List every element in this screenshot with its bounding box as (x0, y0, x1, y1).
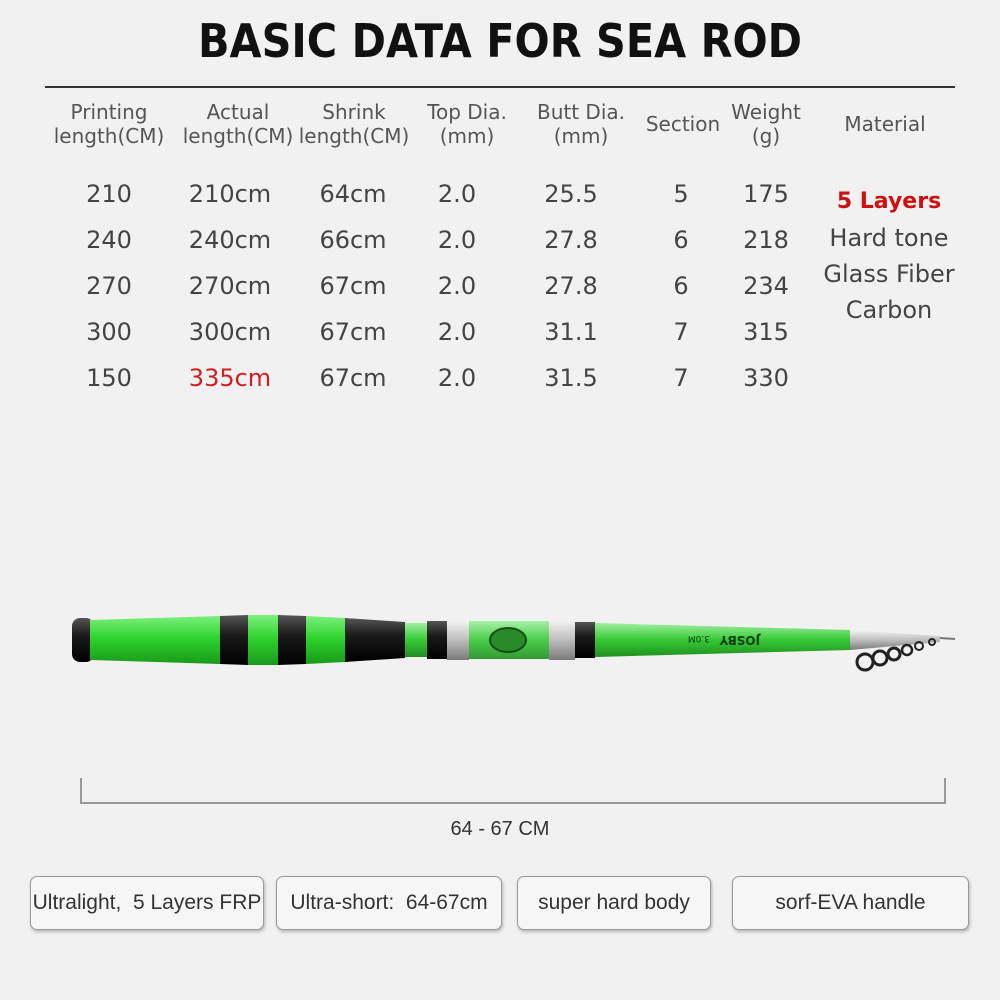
header-butt-dia: Butt Dia. (mm) (536, 100, 626, 148)
cell-weight: 175 (743, 180, 789, 208)
cell-top-dia: 2.0 (437, 318, 477, 346)
cell-shrink-length: 64cm (319, 180, 387, 208)
material-line: Carbon (845, 296, 933, 324)
cell-printing-length: 210 (86, 180, 132, 208)
cell-weight: 234 (743, 272, 789, 300)
cell-top-dia: 2.0 (437, 364, 477, 392)
cell-printing-length: 270 (86, 272, 132, 300)
cell-shrink-length: 67cm (319, 364, 387, 392)
header-material: Material (844, 112, 926, 136)
cell-butt-dia: 31.1 (544, 318, 598, 346)
cell-printing-length: 240 (86, 226, 132, 254)
cell-printing-length: 300 (86, 318, 132, 346)
cell-butt-dia: 27.8 (544, 226, 598, 254)
cell-section: 7 (673, 318, 689, 346)
cell-actual-length: 240cm (188, 226, 272, 254)
cell-actual-length: 210cm (188, 180, 272, 208)
feature-ultralight: Ultralight, 5 Layers FRP (30, 876, 264, 930)
cell-actual-length-highlight: 335cm (188, 364, 272, 392)
rod-size-label: 3.0M (687, 633, 710, 643)
cell-section: 6 (673, 272, 689, 300)
title-divider (45, 86, 955, 88)
feature-eva-handle: sorf-EVA handle (732, 876, 969, 930)
cell-section: 7 (673, 364, 689, 392)
cell-top-dia: 2.0 (437, 226, 477, 254)
cell-butt-dia: 27.8 (544, 272, 598, 300)
material-line: Hard tone (829, 224, 949, 252)
cell-top-dia: 2.0 (437, 272, 477, 300)
rod-brand-label: JOSBY (719, 633, 760, 647)
header-top-dia: Top Dia. (mm) (427, 100, 507, 148)
cell-top-dia: 2.0 (437, 180, 477, 208)
cell-shrink-length: 67cm (319, 272, 387, 300)
cell-shrink-length: 67cm (319, 318, 387, 346)
material-layers: 5 Layers (836, 189, 942, 214)
cell-section: 6 (673, 226, 689, 254)
header-shrink-length: Shrink length(CM) (298, 100, 410, 148)
cell-actual-length: 300cm (188, 318, 272, 346)
cell-weight: 218 (743, 226, 789, 254)
cell-actual-length: 270cm (188, 272, 272, 300)
cell-butt-dia: 31.5 (544, 364, 598, 392)
rod-illustration (60, 590, 960, 700)
cell-section: 5 (673, 180, 689, 208)
dimension-label: 64 - 67 CM (450, 818, 550, 840)
feature-ultra-short: Ultra-short: 64-67cm (276, 876, 502, 930)
header-weight: Weight (g) (731, 100, 801, 148)
dimension-bracket (80, 778, 946, 804)
cell-weight: 330 (743, 364, 789, 392)
page-title: BASIC DATA FOR SEA ROD (197, 14, 803, 68)
header-actual-length: Actual length(CM) (182, 100, 294, 148)
cell-butt-dia: 25.5 (544, 180, 598, 208)
header-section: Section (645, 112, 721, 136)
cell-weight: 315 (743, 318, 789, 346)
feature-hard-body: super hard body (517, 876, 711, 930)
cell-printing-length: 150 (86, 364, 132, 392)
header-printing-length: Printing length(CM) (53, 100, 165, 148)
cell-shrink-length: 66cm (319, 226, 387, 254)
rod-image (60, 590, 960, 700)
material-line: Glass Fiber (823, 260, 955, 288)
